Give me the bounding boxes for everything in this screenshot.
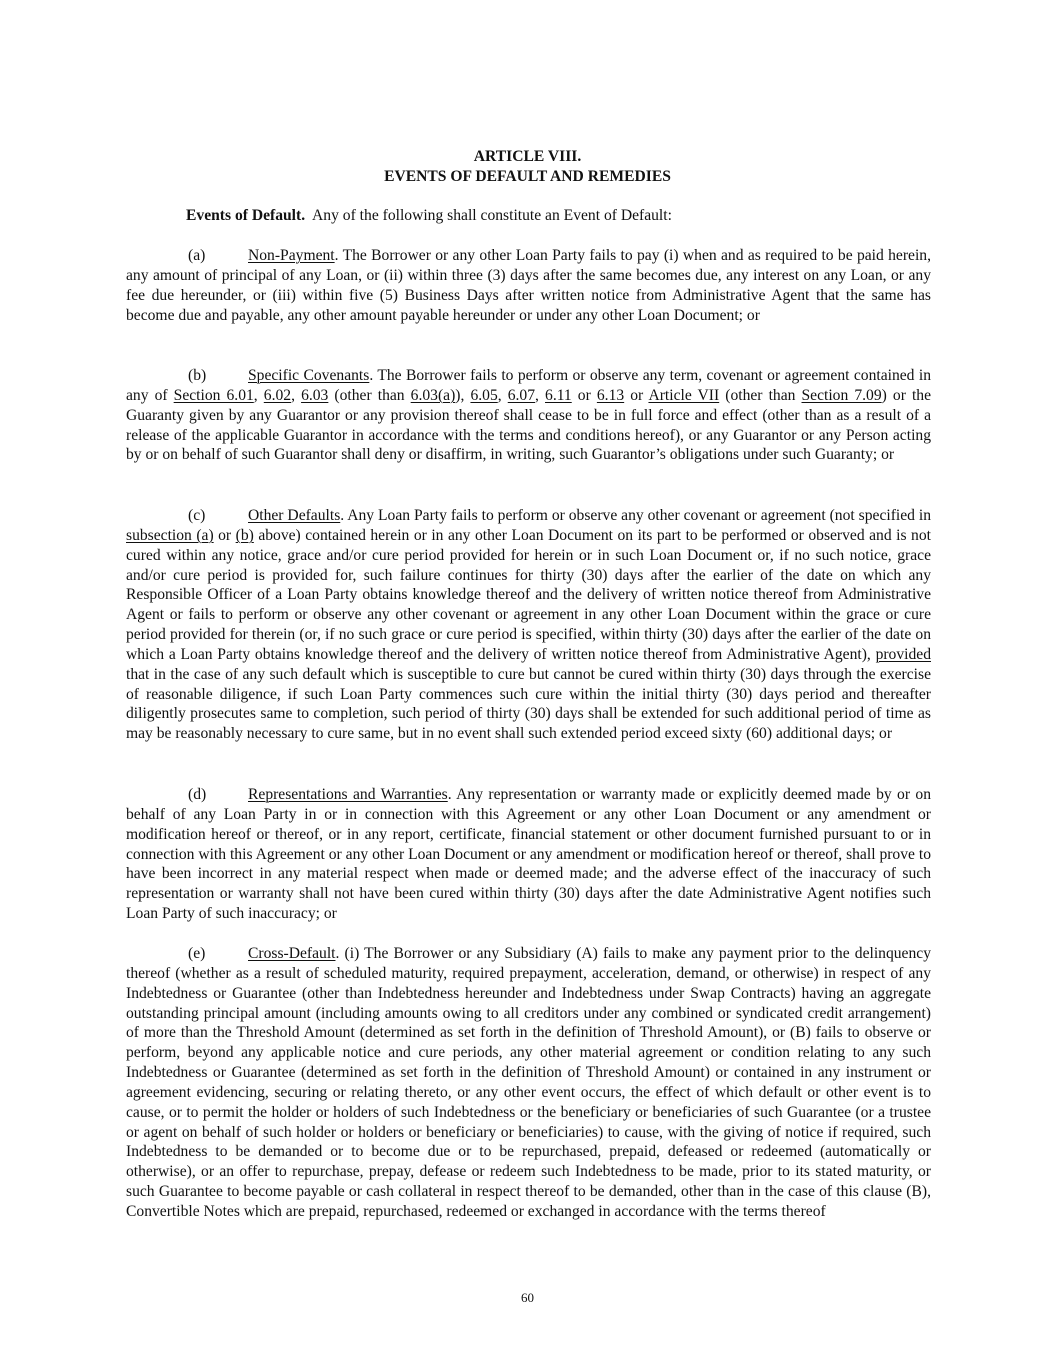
provided-term: provided bbox=[875, 645, 931, 663]
page-number: 60 bbox=[521, 1290, 534, 1305]
paragraph-text: ) or the Guaranty given by any Guarantor or any provision thereof shall cease to be in full force and effect (other than as a result of a release of the applicable Guarantor in accordance with the terms and conditions hereof), or any Guarantor or any Person acting by or on behalf of such Guarantor shall deny or disaffirm, in writing, such Guarantor’s obligations under such Guaranty; or bbox=[126, 386, 932, 464]
paragraph-title: Cross-Default bbox=[248, 945, 336, 962]
cross-reference: 6.11 bbox=[545, 386, 572, 404]
paragraph-label: (e) bbox=[188, 945, 206, 962]
paragraph-text: , bbox=[291, 386, 302, 404]
section-heading: Events of Default. bbox=[186, 207, 306, 224]
paragraph-label: (a) bbox=[188, 247, 206, 264]
paragraph-d bbox=[126, 785, 931, 924]
paragraph-text: above) contained herein or in any other Loan Document on its part to be performed or observed and is not cured within any notice, grace and/or cure period provided for herein or in such Loan Document or, if no such notice, grace and/or cure period is provided for, such failure continues for thirty (30) days after the earlier of the date on which any Responsible Officer of a Loan Party obtains knowledge thereof and the delivery of written notice thereof from Administrative Agent or fails to perform or observe any other covenant or agreement in any other Loan Document within the grace or cure period provided for therein (or, if no such grace or cure period is specified, within thirty (30) days after the earlier of the date on which a Loan Party obtains knowledge thereof and the delivery of written notice thereof from Administrative Agent), bbox=[126, 526, 931, 663]
paragraph-title: Representations and Warranties bbox=[248, 786, 448, 803]
paragraph-text: , bbox=[253, 386, 264, 404]
paragraph-text: , bbox=[497, 386, 508, 404]
paragraph-text: or bbox=[213, 526, 236, 544]
cross-reference: 6.05 bbox=[470, 386, 498, 404]
paragraph-text: , bbox=[535, 386, 546, 404]
paragraph-text: . The Borrower or any other Loan Party fails to pay (i) when and as required to be paid herein, any amount of principal of any Loan, or (ii) within three (3) days after the same becomes due, any interest on any Loan, or any fee due hereunder, or (iii) within five (5) Business Days after written notice from Administrative Agent that the same has become due and payable, any other amount payable hereunder or under any other Loan Document; or bbox=[126, 247, 931, 324]
cross-reference: subsection (a) bbox=[126, 526, 214, 544]
paragraph-text: (other than bbox=[719, 386, 802, 404]
cross-reference: 6.03 bbox=[301, 386, 329, 404]
paragraph-title: Specific Covenants bbox=[248, 367, 370, 384]
cross-reference: 6.07 bbox=[507, 386, 536, 404]
cross-reference: Article VII bbox=[648, 386, 720, 404]
paragraph-text: or bbox=[624, 386, 649, 404]
paragraph-label: (d) bbox=[188, 786, 207, 803]
cross-reference: Section 6.01 bbox=[173, 386, 254, 404]
paragraph-text: . The Borrower fails to perform or observe any term, covenant or agreement contained in any of bbox=[126, 367, 931, 404]
article-number: ARTICLE VIII. bbox=[473, 148, 582, 165]
section-intro-text: Any of the following shall constitute an Event of Default: bbox=[305, 207, 672, 224]
paragraph-b bbox=[126, 366, 931, 465]
paragraph-e bbox=[126, 944, 931, 1222]
cross-reference: 6.02 bbox=[263, 386, 292, 404]
paragraph-title: Non-Payment bbox=[248, 247, 335, 264]
paragraph-text: ), bbox=[455, 386, 471, 404]
paragraph-title: Other Defaults bbox=[248, 507, 341, 524]
paragraph-text: or bbox=[571, 386, 597, 404]
paragraph-label: (b) bbox=[188, 367, 207, 384]
section-intro bbox=[186, 206, 672, 226]
paragraph-c bbox=[126, 506, 931, 744]
article-title: EVENTS OF DEFAULT AND REMEDIES bbox=[384, 168, 671, 185]
cross-reference: 6.13 bbox=[596, 386, 625, 404]
cross-reference: 6.03(a) bbox=[410, 386, 456, 404]
paragraph-text: . (i) The Borrower or any Subsidiary (A) fails to make any payment prior to the delinquency thereof (whether as a result of scheduled maturity, required prepayment, acceleration, demand, or otherwise) in respect of any Indebtedness or Guarantee (other than Indebtedness hereunder and Indebtedness under Swap Contracts) having an aggregate outstanding principal amount (including amounts owing to all creditors under any combined or syndicated credit arrangement) of more than the Threshold Amount (determined as set forth in the definition of Threshold Amount), or (B) fails to observe or perform, beyond any applicable notice and cure periods, any other material agreement or condition relating to any such Indebtedness or Guarantee (determined as set forth in the definition of Threshold Amount) or contained in any instrument or agreement evidencing, securing or relating thereto, or any other event occurs, the effect of which default or other event is to cause, or to permit the holder or holders of such Indebtedness or the beneficiary or beneficiaries of such Guarantee (or a trustee or agent on behalf of such holder or holders or beneficiary or beneficiaries) to cause, with the giving of notice if required, such Indebtedness to be demanded or to become due or to be repurchased, prepaid, defeased or redeemed (automatically or otherwise), or an offer to repurchase, prepay, defease or redeem such Indebtedness to be made, prior to its stated maturity, or such Guarantee to become payable or cash collateral in respect thereof to be demanded, other than in the case of this clause (B), Convertible Notes which are prepaid, repurchased, redeemed or exchanged in accordance with the terms thereof bbox=[126, 945, 931, 1220]
paragraph-text: . Any Loan Party fails to perform or observe any other covenant or agreement (not specified in bbox=[340, 507, 931, 524]
paragraph-label: (c) bbox=[188, 507, 206, 524]
paragraph-text: (other than bbox=[328, 386, 411, 404]
cross-reference: (b) bbox=[235, 526, 254, 544]
paragraph-text: . Any representation or warranty made or explicitly deemed made by or on behalf of any Loan Party in or in connection with this Agreement or any other Loan Document or any amendment or modification hereof or thereof, or in any report, certificate, financial statement or other document furnished pursuant to or in connection with this Agreement or any other Loan Document or any amendment or modification hereof or thereof, shall prove to have been incorrect in any material respect when made or deemed made; and the adverse effect of the inaccuracy of such representation or warranty shall not have been cured within thirty (30) days after the date Administrative Agent notifies such Loan Party of such inaccuracy; or bbox=[126, 786, 931, 923]
paragraph-text: that in the case of any such default which is susceptible to cure but cannot be cured within thirty (30) days through the exercise of reasonable diligence, if such Loan Party commences such cure within the initial thirty (30) days period and thereafter diligently prosecutes same to completion, such period of thirty (30) days shall be extended for such additional period of time as may be reasonably necessary to cure same, but in no event shall such extended period exceed sixty (60) additional days; or bbox=[126, 665, 931, 743]
paragraph-a bbox=[126, 246, 931, 325]
cross-reference: Section 7.09 bbox=[801, 386, 882, 404]
